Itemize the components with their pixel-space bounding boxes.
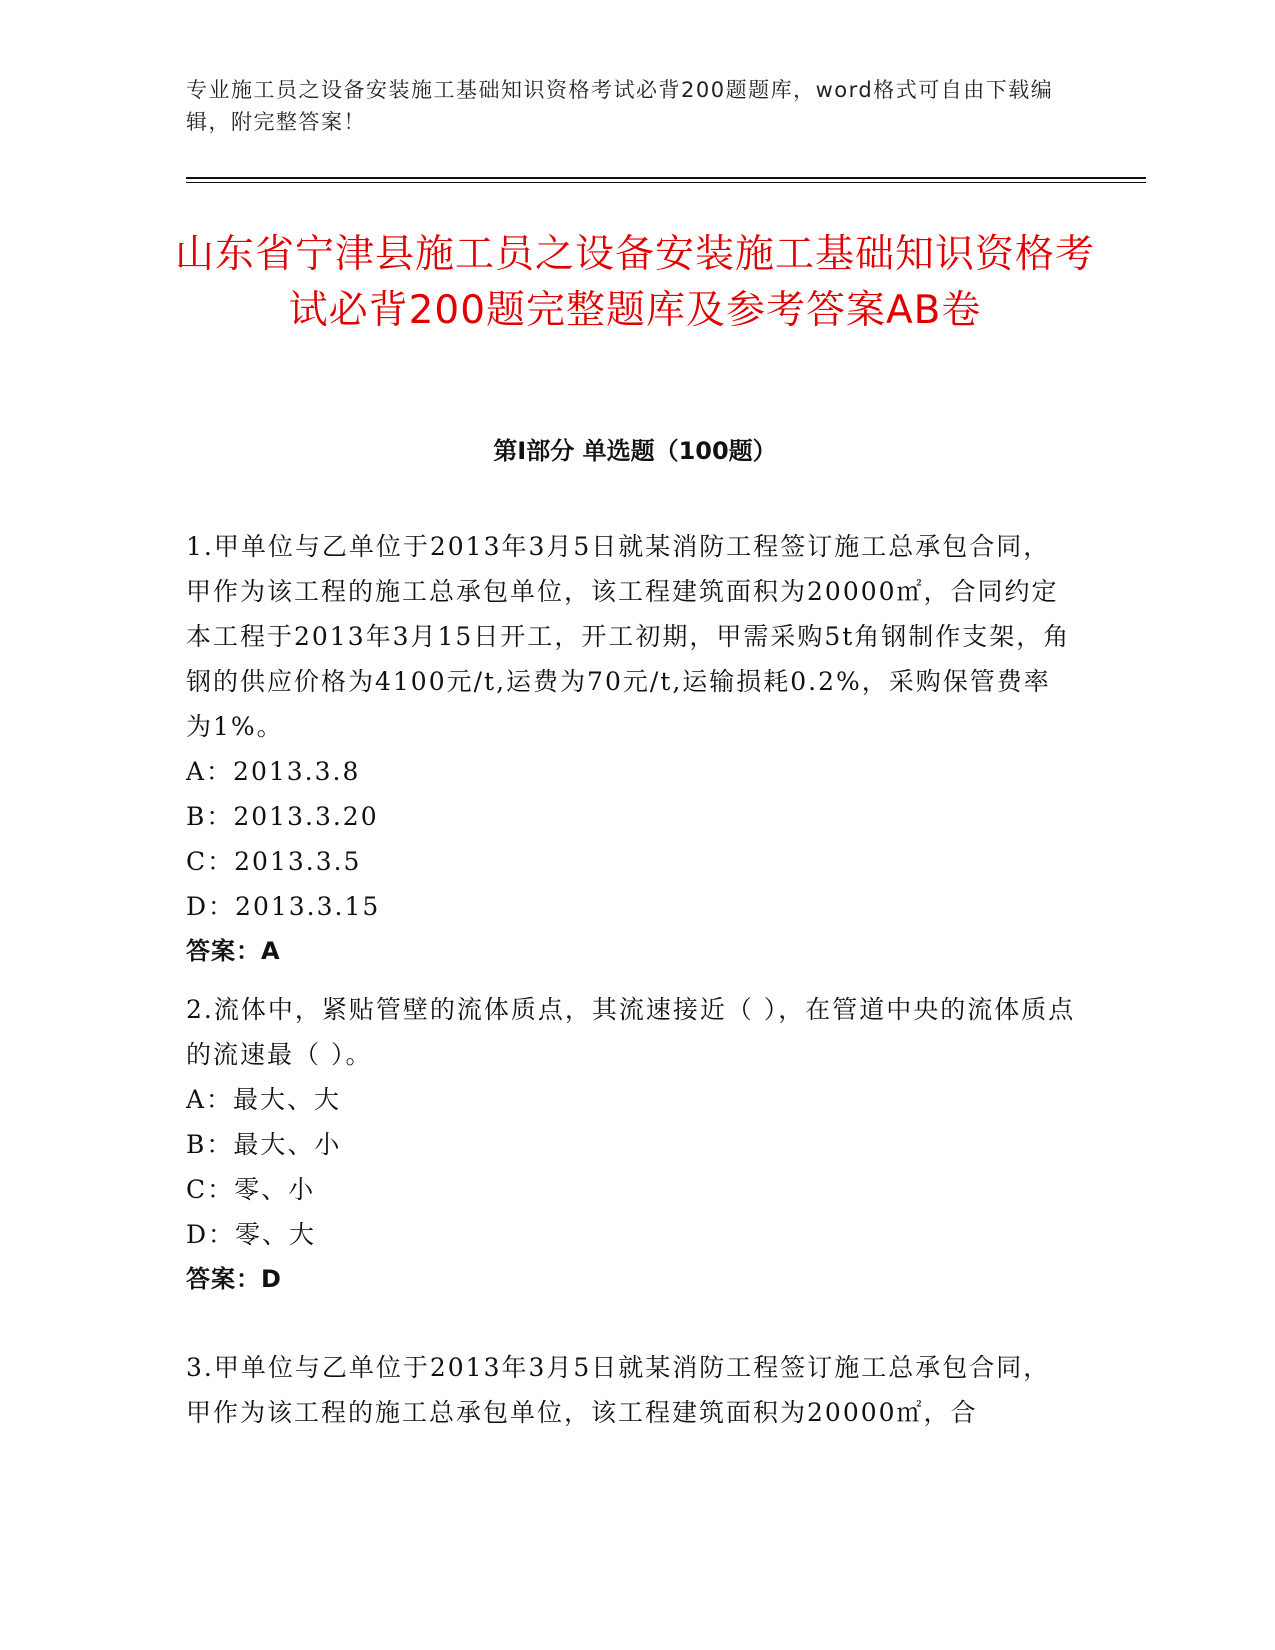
answer-label: 答案：A: [186, 937, 281, 965]
question-text: 2.流体中，紧贴管壁的流体质点，其流速接近（ ），在管道中央的流体质点的流速最（ ）。: [186, 995, 1076, 1069]
section-heading: 第I部分 单选题（100题）: [493, 437, 777, 465]
option-c: C：2013.3.5: [186, 847, 362, 876]
option-b: B：2013.3.20: [186, 802, 379, 831]
option-list: [186, 1077, 1076, 1257]
option-b: B：最大、小: [186, 1130, 342, 1159]
option-a: A：2013.3.8: [186, 757, 361, 786]
document-title: 山东省宁津县施工员之设备安装施工基础知识资格考试必背200题完整题库及参考答案AB卷: [174, 232, 1095, 333]
header-note: 专业施工员之设备安装施工基础知识资格考试必背200题题库，word格式可自由下载编辑，附完整答案！: [186, 78, 1054, 134]
question-3: [186, 1345, 1076, 1435]
answer-label: 答案：D: [186, 1265, 282, 1293]
option-c: C：零、小: [186, 1175, 316, 1204]
header-divider-thin: [186, 182, 1146, 183]
option-d: D：2013.3.15: [186, 892, 381, 921]
question-text: 1.甲单位与乙单位于2013年3月5日就某消防工程签订施工总承包合同，甲作为该工程的施工总承包单位，该工程建筑面积为20000㎡，合同约定本工程于2013年3月15日开工，开工初期，甲需采购5t角钢制作支架，角钢的供应价格为4100元/t,运费为70元/t,运输损耗0.2%，采购保管费率为1%。: [186, 532, 1071, 741]
option-a: A：最大、大: [186, 1085, 342, 1114]
option-list: [186, 749, 1076, 929]
question-text: 3.甲单位与乙单位于2013年3月5日就某消防工程签订施工总承包合同，甲作为该工程的施工总承包单位，该工程建筑面积为20000㎡，合: [186, 1353, 1051, 1427]
question-2: [186, 987, 1076, 1302]
header-divider-thick: [186, 177, 1146, 179]
question-1: [186, 524, 1076, 974]
option-d: D：零、大: [186, 1220, 317, 1249]
